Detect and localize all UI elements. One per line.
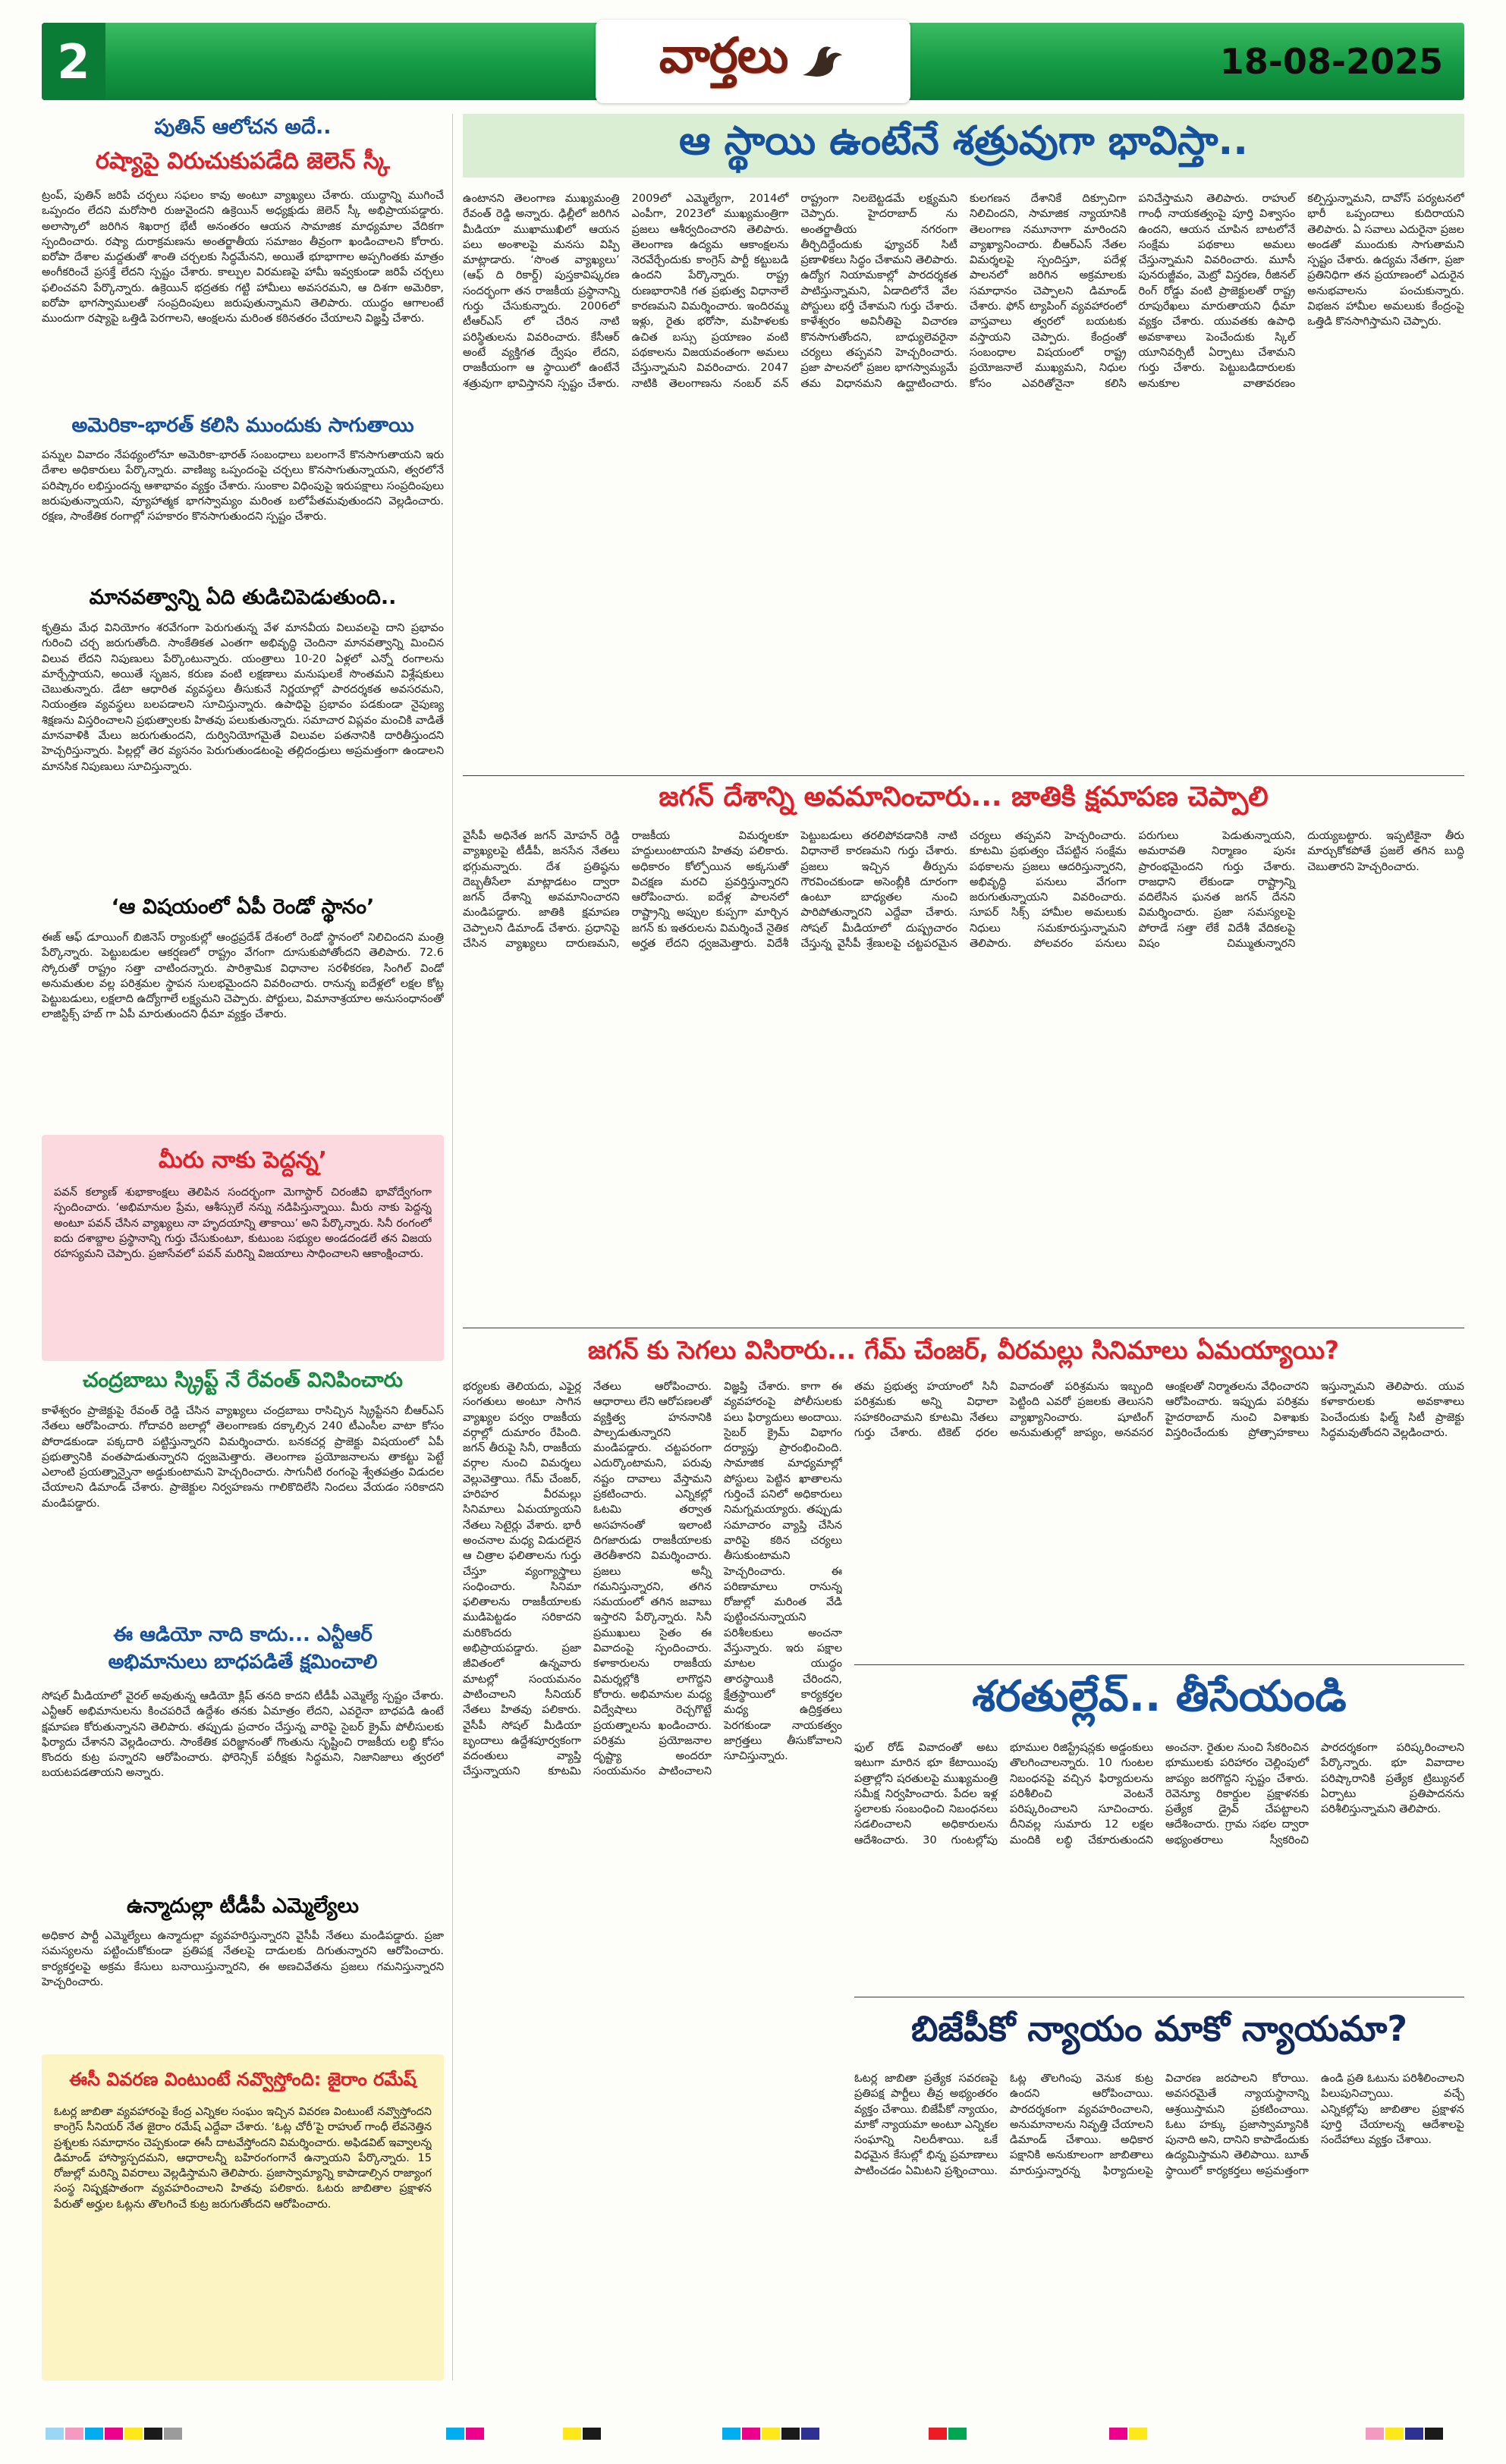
- registration-marks: [1366, 2428, 1443, 2440]
- registration-mark: [563, 2428, 581, 2440]
- registration-mark: [1405, 2428, 1423, 2440]
- article-yellow-box: [42, 2054, 444, 2381]
- body-bjp-justice: ఓటర్ల జాబితా ప్రత్యేక సవరణపై ప్రతిపక్ష పార్టీలు తీవ్ర అభ్యంతరం వ్యక్తం చేశాయి. బిజేపీకో న్యాయం, మాకో న్యాయమా అంటూ ఎన్నికల సంఘాన్ని నిలదీశాయి. ఒకే విధమైన కేసుల్లో భిన్న ప్రమాణాలు పాటించడం ఏమిటని ప్రశ్నించాయి. ఓట్ల తొలగింపు వెనుక కుట్ర ఉందని ఆరోపించాయి. పారదర్శకంగా వ్యవహరించాలని, అనుమానాలను నివృత్తి చేయాలని డిమాండ్ చేశాయి. అధికార పక్షానికి అనుకూలంగా జాబితాలు మారుస్తున్నారన్న ఫిర్యాదులపై విచారణ జరపాలని కోరాయి. అవసరమైతే న్యాయస్థానాన్ని ఆశ్రయిస్తామని ప్రకటించాయి. ఓటు హక్కు ప్రజాస్వామ్యానికి పునాది అని, దానిని కాపాడేందుకు ఉద్యమిస్తామని తెలిపాయి. బూత్ స్థాయిలో కార్యకర్తలు అప్రమత్తంగా ఉండి ప్రతి ఓటును పరిశీలించాలని పిలుపునిచ్చాయి. వచ్చే ఎన్నికల్లోపు జాబితాల ప్రక్షాళన పూర్తి చేయాలన్న ఆదేశాలపై సందేహాలు వ్యక్తం చేశాయి.: [854, 2073, 1464, 2177]
- paper-logo-panel: [596, 20, 910, 103]
- registration-mark: [929, 2428, 947, 2440]
- body-jairam: ఓటర్ల జాబితా వ్యవహారంపై కేంద్ర ఎన్నికల సంఘం ఇచ్చిన వివరణ వింటుంటే నవ్వొస్తోందని కాంగ్రెస్ సీనియర్ నేత జైరాం రమేష్ ఎద్దేవా చేశారు. ‘ఓట్ల చోరీ’పై రాహుల్ గాంధీ లేవనెత్తిన ప్రశ్నలకు సమాధానం చెప్పకుండా ఈసీ దాటవేస్తోందని విమర్శించారు. అఫిడవిట్ ఇవ్వాలన్న డిమాండ్ హాస్యాస్పదమని, ఆధారాలన్నీ బహిరంగంగానే ఉన్నాయని పేర్కొన్నారు. 15 రోజుల్లో మరిన్ని వివరాలు వెల్లడిస్తామని తెలిపారు. ప్రజాస్వామ్యాన్ని కాపాడాల్సిన రాజ్యాంగ సంస్థ నిష్పక్షపాతంగా వ్యవహరించాలని హితవు పలికారు. ఓటరు జాబితాల ప్రక్షాళన పేరుతో అర్హుల ఓట్లను తొలగించే కుట్ర జరుగుతోందని ఆరోపించారు.: [54, 2106, 432, 2211]
- body-conditions: ఫుల్ రోడ్ వివాదంతో అటు ఇటుగా మారిన భూ కేటాయింపు పత్రాల్లోని షరతులపై ముఖ్యమంత్రి సమీక్ష నిర్వహించారు. పేదల ఇళ్ల స్థలాలకు సంబంధించి నిబంధనలు సడలించాలని అధికారులను ఆదేశించారు. 30 గుంటల్లోపు భూముల రిజిస్ట్రేషన్లకు అడ్డంకులు తొలగించాలన్నారు. 10 గుంటల నిబంధనపై వచ్చిన ఫిర్యాదులను పరిశీలించి వెంటనే పరిష్కరించాలని సూచించారు. దీనివల్ల సుమారు 12 లక్షల మందికి లబ్ధి చేకూరుతుందని అంచనా. రైతుల నుంచి సేకరించిన భూములకు పరిహారం చెల్లింపులో జాప్యం జరగొద్దని స్పష్టం చేశారు. రెవెన్యూ రికార్డుల ప్రక్షాళనకు ప్రత్యేక డ్రైవ్ చేపట్టాలని ఆదేశించారు. గ్రామ సభల ద్వారా అభ్యంతరాలు స్వీకరించి పారదర్శకంగా పరిష్కరించాలని పేర్కొన్నారు. భూ వివాదాల పరిష్కారానికి ప్రత్యేక ట్రిబ్యునల్ ఏర్పాటు ప్రతిపాదనను పరిశీలిస్తున్నామని తెలిపారు.: [854, 1742, 1464, 1846]
- logo-bird-icon: [798, 42, 847, 81]
- registration-mark: [466, 2428, 484, 2440]
- registration-mark: [85, 2428, 103, 2440]
- registration-mark: [446, 2428, 464, 2440]
- registration-mark: [781, 2428, 800, 2440]
- body-audio: సోషల్ మీడియాలో వైరల్ అవుతున్న ఆడియో క్లిప్ తనది కాదని టీడీపీ ఎమ్మెల్యే స్పష్టం చేశారు. ఎన్టీఆర్ అభిమానులను కించపరిచే ఉద్దేశం తనకు ఏమాత్రం లేదని, ఎవరైనా బాధపడి ఉంటే క్షమాపణ కోరుతున్నానని తెలిపారు. తప్పుడు ప్రచారం చేస్తున్న వారిపై సైబర్ క్రైమ్ పోలీసులకు ఫిర్యాదు చేశానని వెల్లడించారు. సాంకేతిక పరిజ్ఞానంతో గొంతును సృష్టించి రాజకీయ లబ్ధి కోసం కొందరు కుట్ర పన్నారని ఆరోపించారు. ఫోరెన్సిక్ పరీక్షకు సిద్ధమని, నిజానిజాలు త్వరలో బయటపడతాయని అన్నారు.: [42, 1690, 444, 1780]
- page-number: 2: [42, 23, 105, 100]
- headline-peddanna: మీరు నాకు పెద్దన్న’: [158, 1147, 328, 1174]
- registration-marks: [563, 2428, 601, 2440]
- body-main-interview: ఉంటానని తెలంగాణ ముఖ్యమంత్రి రేవంత్ రెడ్డి అన్నారు. ఢిల్లీలో జరిగిన మీడియా ముఖాముఖిలో ఆయన పలు అంశాలపై మనసు విప్పి మాట్లాడారు. ‘సొంత వ్యాఖ్యలు’ (ఆఫ్ ది రికార్డ్) పుస్తకావిష్కరణ సందర్భంగా తన రాజకీయ ప్రస్థానాన్ని గుర్తు చేసుకున్నారు. 2006లో టీఆర్ఎస్ లో చేరిన నాటి పరిస్థితులను వివరించారు. కేసీఆర్ అంటే వ్యక్తిగత ద్వేషం లేదని, రాజకీయంగా ఆ స్థాయిలో ఉంటేనే శత్రువుగా భావిస్తానని స్పష్టం చేశారు. 2009లో ఎమ్మెల్యేగా, 2014లో ఎంపీగా, 2023లో ముఖ్యమంత్రిగా ప్రజలు ఆశీర్వదించారని తెలిపారు. తెలంగాణ ఉద్యమ ఆకాంక్షలను నెరవేర్చేందుకు కాంగ్రెస్ పార్టీ కట్టుబడి ఉందని పేర్కొన్నారు. రాష్ట్ర రుణభారానికి గత ప్రభుత్వ విధానాలే కారణమని విమర్శించారు. ఇందిరమ్మ ఇళ్లు, రైతు భరోసా, మహిళలకు ఉచిత బస్సు ప్రయాణం వంటి పథకాలను విజయవంతంగా అమలు చేస్తున్నామని వివరించారు. 2047 నాటికి తెలంగాణను నంబర్ వన్ రాష్ట్రంగా నిలబెట్టడమే లక్ష్యమని చెప్పారు. హైదరాబాద్ ను అంతర్జాతీయ నగరంగా తీర్చిదిద్దేందుకు ఫ్యూచర్ సిటీ ప్రణాళికలు సిద్ధం చేశామని తెలిపారు. ఉద్యోగ నియామకాల్లో పారదర్శకత పాటిస్తున్నామని, ఏడాదిలోనే వేల పోస్టులు భర్తీ చేశామని గుర్తు చేశారు. కాళేశ్వరం అవినీతిపై విచారణ కొనసాగుతోందని, బాధ్యులెవరైనా చర్యలు తప్పవని హెచ్చరించారు. ప్రజా పాలనలో ప్రజల భాగస్వామ్యమే తమ విధానమని ఉద్ఘాటించారు. కులగణన దేశానికే దిక్సూచిగా నిలిచిందని, సామాజిక న్యాయానికి తెలంగాణ నమూనాగా మారిందని వ్యాఖ్యానించారు. బీఆర్ఎస్ నేతల విమర్శలపై స్పందిస్తూ, పదేళ్ల పాలనలో జరిగిన అక్రమాలకు సమాధానం చెప్పాలని డిమాండ్ చేశారు. ఫోన్ ట్యాపింగ్ వ్యవహారంలో వాస్తవాలు త్వరలో బయటకు వస్తాయని చెప్పారు. కేంద్రంతో సంబంధాల విషయంలో రాష్ట్ర ప్రయోజనాలే ముఖ్యమని, నిధుల కోసం ఎవరితోనైనా కలిసి పనిచేస్తామని తెలిపారు. రాహుల్ గాంధీ నాయకత్వంపై పూర్తి విశ్వాసం ఉందని, ఆయన చూపిన బాటలోనే సంక్షేమ పథకాలు అమలు చేస్తున్నామని వివరించారు. మూసీ పునరుజ్జీవం, మెట్రో విస్తరణ, రీజినల్ రింగ్ రోడ్డు వంటి ప్రాజెక్టులతో రాష్ట్ర రూపురేఖలు మారుతాయని ధీమా వ్యక్తం చేశారు. యువతకు ఉపాధి అవకాశాలు పెంచేందుకు స్కిల్ యూనివర్సిటీ ఏర్పాటు చేశామని గుర్తు చేశారు. పెట్టుబడిదారులకు అనుకూల వాతావరణం కల్పిస్తున్నామని, దావోస్ పర్యటనలో భారీ ఒప్పందాలు కుదిరాయని తెలిపారు. ఏ సవాలు ఎదురైనా ప్రజల అండతో ముందుకు సాగుతామని స్పష్టం చేశారు. ఉద్యమ నేతగా, ప్రజా ప్రతినిధిగా తన ప్రయాణంలో ఎదురైన అనుభవాలను పంచుకున్నారు. విభజన హామీల అమలుకు కేంద్రంపై ఒత్తిడి కొనసాగిస్తామని చెప్పారు.: [463, 193, 1464, 390]
- body-pedanna: పవన్ కల్యాణ్ శుభాకాంక్షలు తెలిపిన సందర్భంగా మెగాస్టార్ చిరంజీవి భావోద్వేగంగా స్పందించారు. ‘అభిమానుల ప్రేమ, ఆశీస్సులే నన్ను నడిపిస్తున్నాయి. మీరు నాకు పెద్దన్న అంటూ పవన్ చేసిన వ్యాఖ్యలు నా హృదయాన్ని తాకాయి’ అని పేర్కొన్నారు. సినీ రంగంలో ఐదు దశాబ్దాల ప్రస్థానాన్ని గుర్తు చేసుకుంటూ, కుటుంబ సభ్యుల అండదండలే తన విజయ రహస్యమని చెప్పారు. ప్రజాసేవలో పవన్ మరిన్ని విజయాలు సాధించాలని ఆకాంక్షించారు.: [54, 1186, 432, 1261]
- registration-mark: [46, 2428, 64, 2440]
- article-pink-box: [42, 1135, 444, 1361]
- registration-mark: [722, 2428, 740, 2440]
- registration-mark: [124, 2428, 143, 2440]
- kicker-putin: పుతిన్ ఆలోచన అదే..: [154, 115, 332, 139]
- body-ap-rank: ఈజ్ ఆఫ్ డూయింగ్ బిజినెస్ ర్యాంకుల్లో ఆంధ్రప్రదేశ్ దేశంలో రెండో స్థానంలో నిలిచిందని మంత్రి పేర్కొన్నారు. పెట్టుబడుల ఆకర్షణలో రాష్ట్రం వేగంగా దూసుకుపోతోందని తెలిపారు. 72.6 స్కోరుతో రాష్ట్రం సత్తా చాటిందన్నారు. పారిశ్రామిక విధానాల సరళీకరణ, సింగిల్ విండో అనుమతుల వల్ల పరిశ్రమల స్థాపన సులభమైందని వివరించారు. రానున్న ఐదేళ్లలో లక్షల కోట్ల పెట్టుబడులు, లక్షలాది ఉద్యోగాలే లక్ష్యమని చెప్పారు. పోర్టులు, విమానాశ్రయాల అనుసంధానంతో లాజిస్టిక్స్ హబ్ గా ఏపీ మారుతుందని ధీమా వ్యక్తం చేశారు.: [42, 932, 444, 1021]
- headline-conditions: శరతుల్లేవ్.. తీసేయండి: [972, 1672, 1347, 1721]
- body-jagan-heat-right: తమ ప్రభుత్వ హయాంలో సినీ పరిశ్రమకు అన్ని విధాలా సహకరించామని కూటమి నేతలు గుర్తు చేశారు. టికెట్ ధరల వివాదంతో పరిశ్రమను ఇబ్బంది పెట్టింది ఎవరో ప్రజలకు తెలుసని వ్యాఖ్యానించారు. షూటింగ్ అనుమతుల్లో జాప్యం, అనవసర ఆంక్షలతో నిర్మాతలను వేధించారని ఆరోపించారు. ఇప్పుడు పరిశ్రమ హైదరాబాద్ నుంచి విశాఖకు విస్తరించేందుకు ప్రోత్సాహకాలు ఇస్తున్నామని తెలిపారు. యువ కళాకారులకు అవకాశాలు పెంచేందుకు ఫిల్మ్ సిటీ ప్రాజెక్టు సిద్ధమవుతోందని వెల్లడించారు.: [854, 1381, 1464, 1439]
- registration-mark: [762, 2428, 780, 2440]
- registration-mark: [65, 2428, 83, 2440]
- section-rule: [463, 775, 1464, 776]
- body-jagan-apology: వైసీపీ అధినేత జగన్ మోహన్ రెడ్డి వ్యాఖ్యలపై టీడీపీ, జనసేన నేతలు భగ్గుమన్నారు. దేశ ప్రతిష్ఠను దెబ్బతీసేలా మాట్లాడటం ద్వారా జగన్ దేశాన్ని అవమానించారని మండిపడ్డారు. జాతికి క్షమాపణ చెప్పాలని డిమాండ్ చేశారు. ప్రధానిపై చేసిన వ్యాఖ్యలు దారుణమని, రాజకీయ విమర్శలకూ హద్దులుంటాయని హితవు పలికారు. అధికారం కోల్పోయిన అక్కసుతో విచక్షణ మరచి ప్రవర్తిస్తున్నారని ఆరోపించారు. ఐదేళ్ల పాలనలో రాష్ట్రాన్ని అప్పుల కుప్పగా మార్చిన జగన్ కు ఇతరులను విమర్శించే నైతిక అర్హత లేదని ధ్వజమెత్తారు. విదేశీ పెట్టుబడులు తరలిపోవడానికి నాటి విధానాలే కారణమని గుర్తు చేశారు. ప్రజలు ఇచ్చిన తీర్పును గౌరవించకుండా అసెంబ్లీకి దూరంగా ఉంటూ బాధ్యతల నుంచి పారిపోతున్నారని ఎద్దేవా చేశారు. సోషల్ మీడియాలో దుష్ప్రచారం చేస్తున్న వైసీపీ శ్రేణులపై చట్టపరమైన చర్యలు తప్పవని హెచ్చరించారు. కూటమి ప్రభుత్వం చేపట్టిన సంక్షేమ పథకాలను ప్రజలు ఆదరిస్తున్నారని, అభివృద్ధి పనులు వేగంగా జరుగుతున్నాయని వివరించారు. సూపర్ సిక్స్ హామీల అమలుకు నిధులు సమకూరుస్తున్నామని తెలిపారు. పోలవరం పనులు పరుగులు పెడుతున్నాయని, అమరావతి నిర్మాణం పునః ప్రారంభమైందని గుర్తు చేశారు. రాజధాని లేకుండా రాష్ట్రాన్ని వదిలేసిన ఘనత జగన్ దేనని విమర్శించారు. ప్రజా సమస్యలపై పోరాడే సత్తా లేకే విదేశీ వేదికలపై విషం చిమ్ముతున్నారని దుయ్యబట్టారు. ఇప్పటికైనా తీరు మార్చుకోకపోతే ప్రజలే తగిన బుద్ధి చెబుతారని హెచ్చరించారు.: [463, 830, 1464, 951]
- registration-marks: [446, 2428, 484, 2440]
- registration-mark: [144, 2428, 162, 2440]
- registration-mark: [1385, 2428, 1404, 2440]
- headline-audio: ఈ ఆడియో నాది కాదు... ఎన్టీఆర్ అభిమానులు బాధపడితే క్షమించాలి: [108, 1623, 378, 1674]
- headline-zelensky: రష్యాపై విరుచుకుపడేది జెలెన్ స్కీ: [96, 148, 390, 174]
- section-rule: [854, 1664, 1464, 1665]
- registration-mark: [1109, 2428, 1127, 2440]
- registration-marks: [722, 2428, 819, 2440]
- column-divider: [452, 114, 453, 2381]
- body-tdp-mlas: అధికార పార్టీ ఎమ్మెల్యేలు ఉన్మాదుల్లా వ్యవహరిస్తున్నారని వైసీపీ నేతలు మండిపడ్డారు. ప్రజా సమస్యలను పట్టించుకోకుండా ప్రతిపక్ష నేతలపై దాడులకు దిగుతున్నారని ఆరోపించారు. కార్యకర్తలపై అక్రమ కేసులు బనాయిస్తున్నారని, ఈ అణచివేతను ప్రజలు గమనిస్తున్నారని హెచ్చరించారు.: [42, 1930, 444, 1988]
- body-zelensky: ట్రంప్, పుతిన్ జరిపే చర్చలు సఫలం కావు అంటూ వ్యాఖ్యలు చేశారు. యుద్ధాన్ని ముగించే ఒప్పందం లేదని మరోసారి రుజువైందని ఉక్రెయిన్ అధ్యక్షుడు జెలెన్ స్కీ అభిప్రాయపడ్డారు. అలాస్కాలో జరిగిన శిఖరాగ్ర భేటీ అనంతరం ఆయన సామాజిక మాధ్యమాల వేదికగా స్పందించారు. రష్యా దురాక్రమణను అంతర్జాతీయ సమాజం తీవ్రంగా ఖండించాలని కోరారు. ఐరోపా దేశాల మద్దతుతో శాంతి చర్చలకు సిద్ధమేనని, అయితే భూభాగాల అప్పగింతకు మాత్రం అంగీకరించే ప్రసక్తే లేదని స్పష్టం చేశారు. కాల్పుల విరమణపై హామీ ఇవ్వకుండా జరిపే చర్చలు ఫలించవని పేర్కొన్నారు. ఉక్రెయిన్ భద్రతకు గట్టి హామీలు అవసరమని, ఆ దిశగా అమెరికా, ఐరోపా భాగస్వాములతో సంప్రదింపులు జరుపుతున్నామని తెలిపారు. యుద్ధం ఆగాలంటే ముందుగా రష్యాపై ఒత్తిడి పెరగాలని, ఆంక్షలను మరింత కఠినతరం చేయాలని విజ్ఞప్తి చేశారు.: [42, 190, 444, 325]
- headline-tdp-mlas: ఉన్మాదుల్లా టీడీపీ ఎమ్మెల్యేలు: [126, 1894, 360, 1918]
- headline-jairam: ఈసీ వివరణ వింటుంటే నవ్వొస్తోంది: జైరాం రమేష్: [69, 2069, 417, 2090]
- registration-mark: [164, 2428, 182, 2440]
- headline-script: చంద్రబాబు స్క్రిప్ట్ నే రేవంత్ వినిపించారు: [82, 1369, 404, 1392]
- registration-mark: [742, 2428, 760, 2440]
- registration-mark: [801, 2428, 819, 2440]
- body-humanity: కృత్రిమ మేధ వినియోగం శరవేగంగా పెరుగుతున్న వేళ మానవీయ విలువలపై దాని ప్రభావం గురించి చర్చ జరుగుతోంది. సాంకేతికత ఎంతగా అభివృద్ధి చెందినా మానవత్వాన్ని మించిన విలువ లేదని నిపుణులు పేర్కొంటున్నారు. యంత్రాలు 10-20 ఏళ్లలో ఎన్నో రంగాలను మార్చేస్తాయని, అయితే సృజన, కరుణ వంటి లక్షణాలు మనుషులకే సొంతమని విశ్లేషకులు చెబుతున్నారు. డేటా ఆధారిత వ్యవస్థలు తీసుకునే నిర్ణయాల్లో పారదర్శకత అవసరమని, నియంత్రణ వ్యవస్థలు బలపడాలని సూచిస్తున్నారు. ఉపాధిపై ప్రభావం పడకుండా నైపుణ్య శిక్షణను విస్తరించాలని ప్రభుత్వాలకు హితవు పలుకుతున్నారు. సమాచార విప్లవం మంచికి వాడితే మానవాళికి మేలు జరుగుతుందని, దుర్వినియోగమైతే విలువల పతనానికి దారితీస్తుందని హెచ్చరిస్తున్నారు. పిల్లల్లో తెర వ్యసనం పెరుగుతుండటంపై తల్లిదండ్రులు అప్రమత్తంగా ఉండాలని మానసిక నిపుణులు సూచిస్తున్నారు.: [42, 622, 444, 773]
- paper-logo: వార్తలు: [659, 27, 788, 84]
- registration-mark: [1366, 2428, 1384, 2440]
- registration-mark: [948, 2428, 967, 2440]
- registration-marks: [46, 2428, 182, 2440]
- registration-marks: [1109, 2428, 1147, 2440]
- registration-mark: [1425, 2428, 1443, 2440]
- registration-mark: [583, 2428, 601, 2440]
- headline-humanity: మానవత్వాన్ని ఏది తుడిచిపెడుతుంది..: [89, 586, 397, 609]
- headline-bjp-justice: బిజేపీకో న్యాయం మాకో న్యాయమా?: [910, 2008, 1408, 2049]
- body-jagan-heat-left: భర్యలకు తెలియదు, ఎఫైర్ల సంగతులు అంటూ సాగిన వ్యాఖ్యల పర్వం రాజకీయ వర్గాల్లో దుమారం రేపింది. జగన్ తీరుపై సినీ, రాజకీయ వర్గాల నుంచి విమర్శలు వెల్లువెత్తాయి. గేమ్ చేంజర్, హరిహర వీరమల్లు సినిమాలు ఏమయ్యాయని నేతలు సెటైర్లు వేశారు. భారీ అంచనాల మధ్య విడుదలైన ఆ చిత్రాల ఫలితాలను గుర్తు చేస్తూ వ్యంగ్యాస్త్రాలు సంధించారు. సినిమా ఫలితాలను రాజకీయాలకు ముడిపెట్టడం సరికాదని మరికొందరు అభిప్రాయపడ్డారు. ప్రజా జీవితంలో ఉన్నవారు మాటల్లో సంయమనం పాటించాలని సీనియర్ నేతలు హితవు పలికారు. వైసీపీ సోషల్ మీడియా బృందాలు ఉద్దేశపూర్వకంగా వదంతులు వ్యాప్తి చేస్తున్నాయని కూటమి నేతలు ఆరోపించారు. ఆధారాలు లేని ఆరోపణలతో వ్యక్తిత్వ హననానికి పాల్పడుతున్నారని మండిపడ్డారు. చట్టపరంగా ఎదుర్కొంటామని, పరువు నష్టం దావాలు వేస్తామని ప్రకటించారు. ఎన్నికల్లో ఓటమి తర్వాత అసహనంతో ఇలాంటి దిగజారుడు రాజకీయాలకు తెరతీశారని విమర్శించారు. ప్రజలు అన్నీ గమనిస్తున్నారని, తగిన సమయంలో తగిన జవాబు ఇస్తారని పేర్కొన్నారు. సినీ ప్రముఖులు సైతం ఈ వివాదంపై స్పందించారు. కళాకారులను రాజకీయ విమర్శల్లోకి లాగొద్దని కోరారు. అభిమానుల మధ్య విద్వేషాలు రెచ్చగొట్టే ప్రయత్నాలను ఖండించారు. పరిశ్రమ ప్రయోజనాల దృష్ట్యా అందరూ సంయమనం పాటించాలని విజ్ఞప్తి చేశారు. కాగా ఈ వ్యవహారంపై పోలీసులకు పలు ఫిర్యాదులు అందాయి. సైబర్ క్రైమ్ విభాగం దర్యాప్తు ప్రారంభించింది. సామాజిక మాధ్యమాల్లో పోస్టులు పెట్టిన ఖాతాలను గుర్తించే పనిలో అధికారులు నిమగ్నమయ్యారు. తప్పుడు సమాచారం వ్యాప్తి చేసిన వారిపై కఠిన చర్యలు తీసుకుంటామని హెచ్చరించారు. ఈ పరిణామాలు రానున్న రోజుల్లో మరింత వేడి పుట్టించనున్నాయని పరిశీలకులు అంచనా వేస్తున్నారు. ఇరు పక్షాల మాటల యుద్ధం తారస్థాయికి చేరిందని, క్షేత్రస్థాయిలో కార్యకర్తల మధ్య ఉద్రిక్తతలు పెరగకుండా నాయకత్వం జాగ్రత్తలు తీసుకోవాలని సూచిస్తున్నారు.: [463, 1381, 842, 1778]
- headline-ap-rank: ‘ఆ విషయంలో ఏపీ రెండో స్థానం’: [111, 895, 375, 919]
- headline-jagan-apology: జగన్ దేశాన్ని అవమానించారు... జాతికి క్షమాపణ చెప్పాలి: [659, 781, 1269, 812]
- edition-date: 18-08-2025: [1219, 41, 1443, 82]
- body-script: కాళేశ్వరం ప్రాజెక్టుపై రేవంత్ రెడ్డి చేసిన వ్యాఖ్యలు చంద్రబాబు రాసిచ్చిన స్క్రిప్టేనని బీఆర్ఎస్ నేతలు ఆరోపించారు. గోదావరి జలాల్లో తెలంగాణకు దక్కాల్సిన 240 టీఎంసీల వాటా కోసం పోరాడకుండా పక్కదారి పట్టిస్తున్నారని విమర్శించారు. బనకచర్ల ప్రాజెక్టు విషయంలో ఏపీ ప్రభుత్వానికి వంతపాడుతున్నారని ధ్వజమెత్తారు. తెలంగాణ ప్రయోజనాలను తాకట్టు పెట్టే ఎలాంటి ప్రయత్నాన్నైనా అడ్డుకుంటామని హెచ్చరించారు. సాగునీటి రంగంపై శ్వేతపత్రం విడుదల చేయాలని డిమాండ్ చేశారు. ప్రాజెక్టుల నిర్వహణను గాలికొదిలేసి నిందలు వేయడం సరికాదని మండిపడ్డారు.: [42, 1405, 444, 1510]
- body-america-india: పన్నుల వివాదం నేపథ్యంలోనూ అమెరికా-భారత్ సంబంధాలు బలంగానే కొనసాగుతాయని ఇరు దేశాల అధికారులు పేర్కొన్నారు. వాణిజ్య ఒప్పందంపై చర్చలు కొనసాగుతున్నాయని, త్వరలోనే పరిష్కారం లభిస్తుందన్న ఆశాభావం వ్యక్తం చేశారు. సుంకాల విధింపుపై ఇరుపక్షాలు సంప్రదింపులు జరుపుతున్నాయని, వ్యూహాత్మక భాగస్వామ్యం మరింత బలోపేతమవుతుందని వెల్లడించారు. రక్షణ, సాంకేతిక రంగాల్లో సహకారం కొనసాగుతుందని స్పష్టం చేశారు.: [42, 449, 444, 523]
- headline-jagan-heat: జగన్ కు సెగలు విసిరారు... గేమ్ చేంజర్, వీరమల్లు సినిమాలు ఏమయ్యాయి?: [587, 1334, 1340, 1365]
- headline-main-interview: ఆ స్థాయి ఉంటేనే శత్రువుగా భావిస్తా..: [463, 114, 1464, 178]
- registration-marks: [929, 2428, 967, 2440]
- headline-america-india: అమెరికా-భారత్ కలిసి ముందుకు సాగుతాయి: [71, 414, 414, 437]
- registration-mark: [1129, 2428, 1147, 2440]
- registration-mark: [105, 2428, 123, 2440]
